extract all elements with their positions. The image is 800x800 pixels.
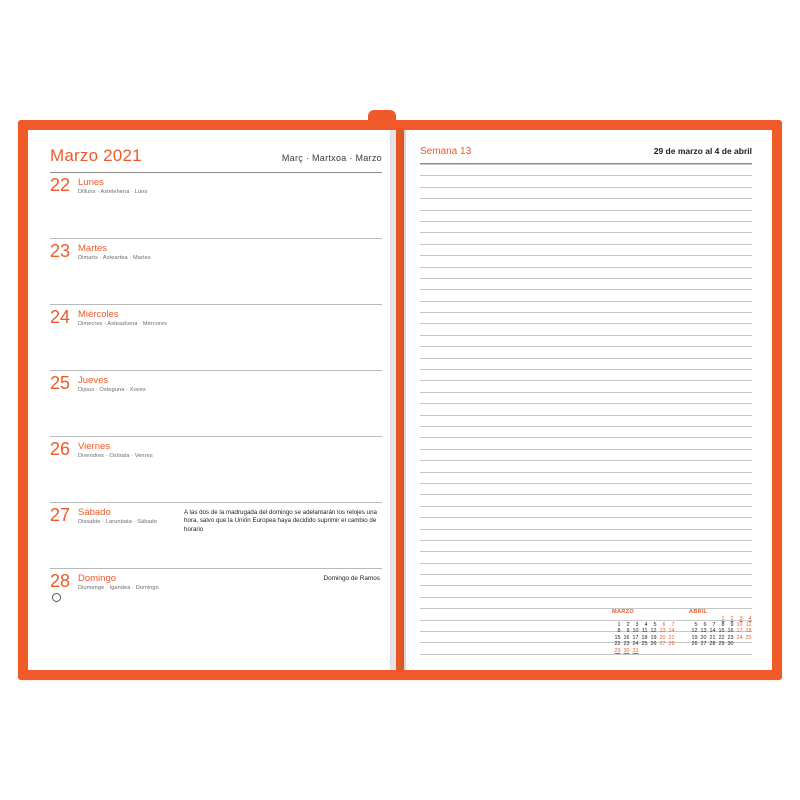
mini-calendar-day — [657, 648, 666, 654]
mini-calendar-day[interactable]: 27 — [659, 641, 666, 648]
mini-calendar — [689, 609, 752, 654]
mini-calendar-day[interactable]: 4 — [748, 615, 752, 622]
ruled-line — [420, 380, 752, 381]
mini-calendar-day[interactable]: 18 — [745, 628, 752, 635]
mini-calendar-day — [648, 648, 657, 654]
mini-calendar-day[interactable]: 29 — [614, 647, 621, 654]
ruled-line — [420, 506, 752, 507]
mini-calendar-day[interactable]: 25 — [641, 641, 648, 648]
mini-calendar-day[interactable]: 26 — [691, 641, 698, 648]
mini-calendar-day[interactable]: 30 — [623, 647, 630, 654]
left-page-content — [50, 146, 382, 660]
day-name-block — [78, 308, 167, 328]
mini-calendar-day[interactable]: 30 — [727, 641, 734, 648]
mini-calendar-day[interactable]: 3 — [739, 615, 743, 622]
day-name: Domingo — [78, 573, 117, 584]
ruled-line — [420, 255, 752, 256]
mini-calendar-day[interactable]: 1 — [721, 615, 725, 622]
right-page — [404, 130, 772, 670]
mini-calendar-day[interactable]: 18 — [641, 634, 648, 641]
day-name-translations: Dijous · Osteguna · Xoves — [78, 387, 146, 393]
mini-calendar-week — [612, 648, 675, 654]
mini-calendar-day[interactable]: 7 — [671, 621, 675, 628]
ruled-line — [420, 358, 752, 359]
mini-calendar-day — [639, 648, 648, 654]
ruled-line — [420, 323, 752, 324]
ruled-line — [420, 460, 752, 461]
day-name-block — [78, 440, 153, 460]
mini-calendar-day[interactable]: 8 — [617, 628, 621, 635]
mini-calendar-day[interactable]: 10 — [736, 621, 743, 628]
mini-calendar-day[interactable]: 6 — [662, 621, 666, 628]
mini-calendar-day[interactable]: 21 — [709, 634, 716, 641]
mini-calendar-day[interactable]: 29 — [718, 641, 725, 648]
mini-calendar-day[interactable]: 15 — [718, 628, 725, 635]
ruled-line — [420, 426, 752, 427]
mini-calendar-day[interactable]: 13 — [659, 628, 666, 635]
mini-calendar-day[interactable]: 5 — [653, 621, 657, 628]
ruled-line — [420, 312, 752, 313]
ruled-line — [420, 551, 752, 552]
mini-calendar-day[interactable]: 22 — [614, 641, 621, 648]
day-name-block — [78, 242, 151, 262]
mini-calendar-day[interactable]: 11 — [641, 628, 648, 635]
mini-calendar-day[interactable]: 14 — [709, 628, 716, 635]
day-entry-23[interactable] — [50, 239, 382, 305]
mini-calendar-day[interactable]: 11 — [745, 621, 752, 628]
mini-calendar-title: MARZO — [612, 608, 635, 615]
mini-calendars — [612, 609, 752, 654]
ruled-line — [420, 540, 752, 541]
week-date-range: 29 de marzo al 4 de abril — [653, 146, 752, 156]
mini-calendar-day — [743, 641, 752, 647]
mini-calendar-day[interactable]: 25 — [745, 634, 752, 641]
mini-calendar-title: ABRIL — [689, 608, 708, 615]
left-page-header — [50, 146, 382, 170]
mini-calendar-day — [666, 648, 675, 654]
mini-calendar-day[interactable]: 19 — [691, 634, 698, 641]
day-name-translations: Diumenge · Igandea · Domingo — [78, 585, 159, 591]
day-name-block — [78, 572, 159, 592]
day-name-translations: Dissabte · Larunbata · Sábado — [78, 519, 158, 525]
mini-calendar-day[interactable]: 3 — [635, 621, 639, 628]
mini-calendar-day[interactable]: 4 — [644, 621, 648, 628]
mini-calendar-day[interactable]: 31 — [632, 647, 639, 654]
ruled-line — [420, 164, 752, 165]
day-entry-24[interactable] — [50, 305, 382, 371]
mini-calendar-day[interactable]: 2 — [730, 615, 734, 622]
day-name-block — [78, 176, 147, 196]
ruled-line — [420, 278, 752, 279]
ruled-line — [420, 301, 752, 302]
mini-calendar-day[interactable]: 24 — [632, 641, 639, 648]
ruled-line — [420, 289, 752, 290]
ruled-line — [420, 403, 752, 404]
moon-phase-icon — [52, 593, 61, 602]
mini-calendar-day[interactable]: 14 — [668, 628, 675, 635]
day-name-block — [78, 374, 146, 394]
ruled-line — [420, 494, 752, 495]
ruled-line — [420, 187, 752, 188]
week-number-label: Semana 13 — [420, 146, 472, 157]
mini-calendar-day[interactable]: 28 — [668, 641, 675, 648]
left-page — [28, 130, 396, 670]
day-header — [50, 437, 382, 460]
ruled-line — [420, 244, 752, 245]
mini-calendar-day[interactable]: 17 — [736, 628, 743, 635]
mini-calendar-day[interactable]: 7 — [712, 621, 716, 628]
day-name-block — [78, 506, 157, 526]
day-entry-22[interactable] — [50, 173, 382, 239]
day-number: 26 — [50, 439, 71, 459]
mini-calendar-day[interactable]: 21 — [668, 634, 675, 641]
ruled-line — [420, 221, 752, 222]
mini-calendar-day[interactable]: 16 — [623, 634, 630, 641]
ruled-line — [420, 415, 752, 416]
mini-calendar-day — [734, 641, 743, 647]
day-name-translations: Divendres · Ostirala · Venres — [78, 453, 153, 459]
ruled-line — [420, 369, 752, 370]
day-name-translations: Dimarts · Asteartea · Martes — [78, 255, 151, 261]
mini-calendar-day[interactable]: 23 — [727, 634, 734, 641]
right-page-content — [420, 146, 752, 660]
mini-calendar-day[interactable]: 27 — [700, 641, 707, 648]
day-number: 24 — [50, 307, 71, 327]
mini-calendar-day[interactable]: 1 — [617, 621, 621, 628]
month-title: Marzo 2021 — [50, 146, 142, 165]
notes-ruled-area[interactable] — [420, 164, 752, 655]
mini-calendar — [612, 609, 675, 654]
ruled-line — [420, 232, 752, 233]
day-number: 23 — [50, 241, 71, 261]
ruled-line — [420, 529, 752, 530]
day-header — [50, 173, 382, 196]
mini-calendar-week — [689, 641, 752, 647]
mini-calendar-day[interactable]: 9 — [730, 621, 734, 628]
mini-calendar-day[interactable]: 8 — [721, 621, 725, 628]
ruled-line — [420, 483, 752, 484]
mini-calendar-day[interactable]: 9 — [626, 628, 630, 635]
mini-calendar-day[interactable]: 5 — [694, 621, 698, 628]
mini-calendar-day[interactable]: 6 — [703, 621, 707, 628]
day-number: 22 — [50, 175, 71, 195]
mini-calendar-day[interactable]: 26 — [650, 641, 657, 648]
right-page-header — [420, 146, 752, 161]
mini-calendar-day[interactable]: 17 — [632, 634, 639, 641]
mini-calendar-day[interactable]: 20 — [700, 634, 707, 641]
agenda-book — [18, 120, 782, 680]
mini-calendar-day[interactable]: 28 — [709, 641, 716, 648]
day-entry-26[interactable] — [50, 437, 382, 503]
ruled-line — [420, 585, 752, 586]
day-entry-25[interactable] — [50, 371, 382, 437]
day-entry-27[interactable] — [50, 503, 382, 569]
mini-calendar-day[interactable]: 2 — [626, 621, 630, 628]
day-name: Martes — [78, 243, 108, 254]
day-header — [50, 305, 382, 328]
mini-calendar-day[interactable]: 23 — [623, 641, 630, 648]
mini-calendar-day[interactable]: 22 — [718, 634, 725, 641]
day-name: Miércoles — [78, 309, 119, 320]
ruled-line — [420, 175, 752, 176]
ruled-line — [420, 198, 752, 199]
ruled-line — [420, 517, 752, 518]
mini-calendar-day[interactable]: 20 — [659, 634, 666, 641]
ruled-line — [420, 472, 752, 473]
ruled-line — [420, 210, 752, 211]
mini-calendar-day[interactable]: 12 — [691, 628, 698, 635]
day-name: Jueves — [78, 375, 109, 386]
day-entry-28[interactable] — [50, 569, 382, 634]
mini-calendar-day[interactable]: 19 — [650, 634, 657, 641]
mini-calendar-day[interactable]: 12 — [650, 628, 657, 635]
ruled-line — [420, 449, 752, 450]
day-number: 28 — [50, 571, 71, 591]
month-title-translations: Març · Martxoa · Marzo — [281, 153, 382, 163]
holiday-note: Domingo de Ramos — [323, 575, 380, 582]
ruled-line — [420, 335, 752, 336]
day-header — [50, 371, 382, 394]
day-name: Sábado — [78, 507, 111, 518]
ruled-line — [420, 563, 752, 564]
ruled-line — [420, 597, 752, 598]
ruled-line — [420, 574, 752, 575]
ruled-line — [420, 346, 752, 347]
day-name: Viernes — [78, 441, 111, 452]
mini-calendar-day[interactable]: 24 — [736, 634, 743, 641]
mini-calendar-day[interactable]: 16 — [727, 628, 734, 635]
day-name-translations: Dilluns · Astelehena · Luns — [78, 189, 148, 195]
day-header — [50, 239, 382, 262]
book-gutter — [390, 130, 406, 670]
ruled-line — [420, 392, 752, 393]
mini-calendar-day[interactable]: 15 — [614, 634, 621, 641]
day-name-translations: Dimecres · Asteazkena · Mércores — [78, 321, 167, 327]
day-number: 25 — [50, 373, 71, 393]
mini-calendar-day[interactable]: 13 — [700, 628, 707, 635]
day-name: Lunes — [78, 177, 104, 188]
ruled-line — [420, 267, 752, 268]
mini-calendar-day[interactable]: 10 — [632, 628, 639, 635]
ruled-line — [420, 437, 752, 438]
day-number: 27 — [50, 505, 71, 525]
daylight-saving-note: A las dos de la madrugada del domingo se adelantarán los relojes una hora, salvo que la Unión Europea haya decidido suprimir el cambio de horario — [184, 509, 377, 533]
